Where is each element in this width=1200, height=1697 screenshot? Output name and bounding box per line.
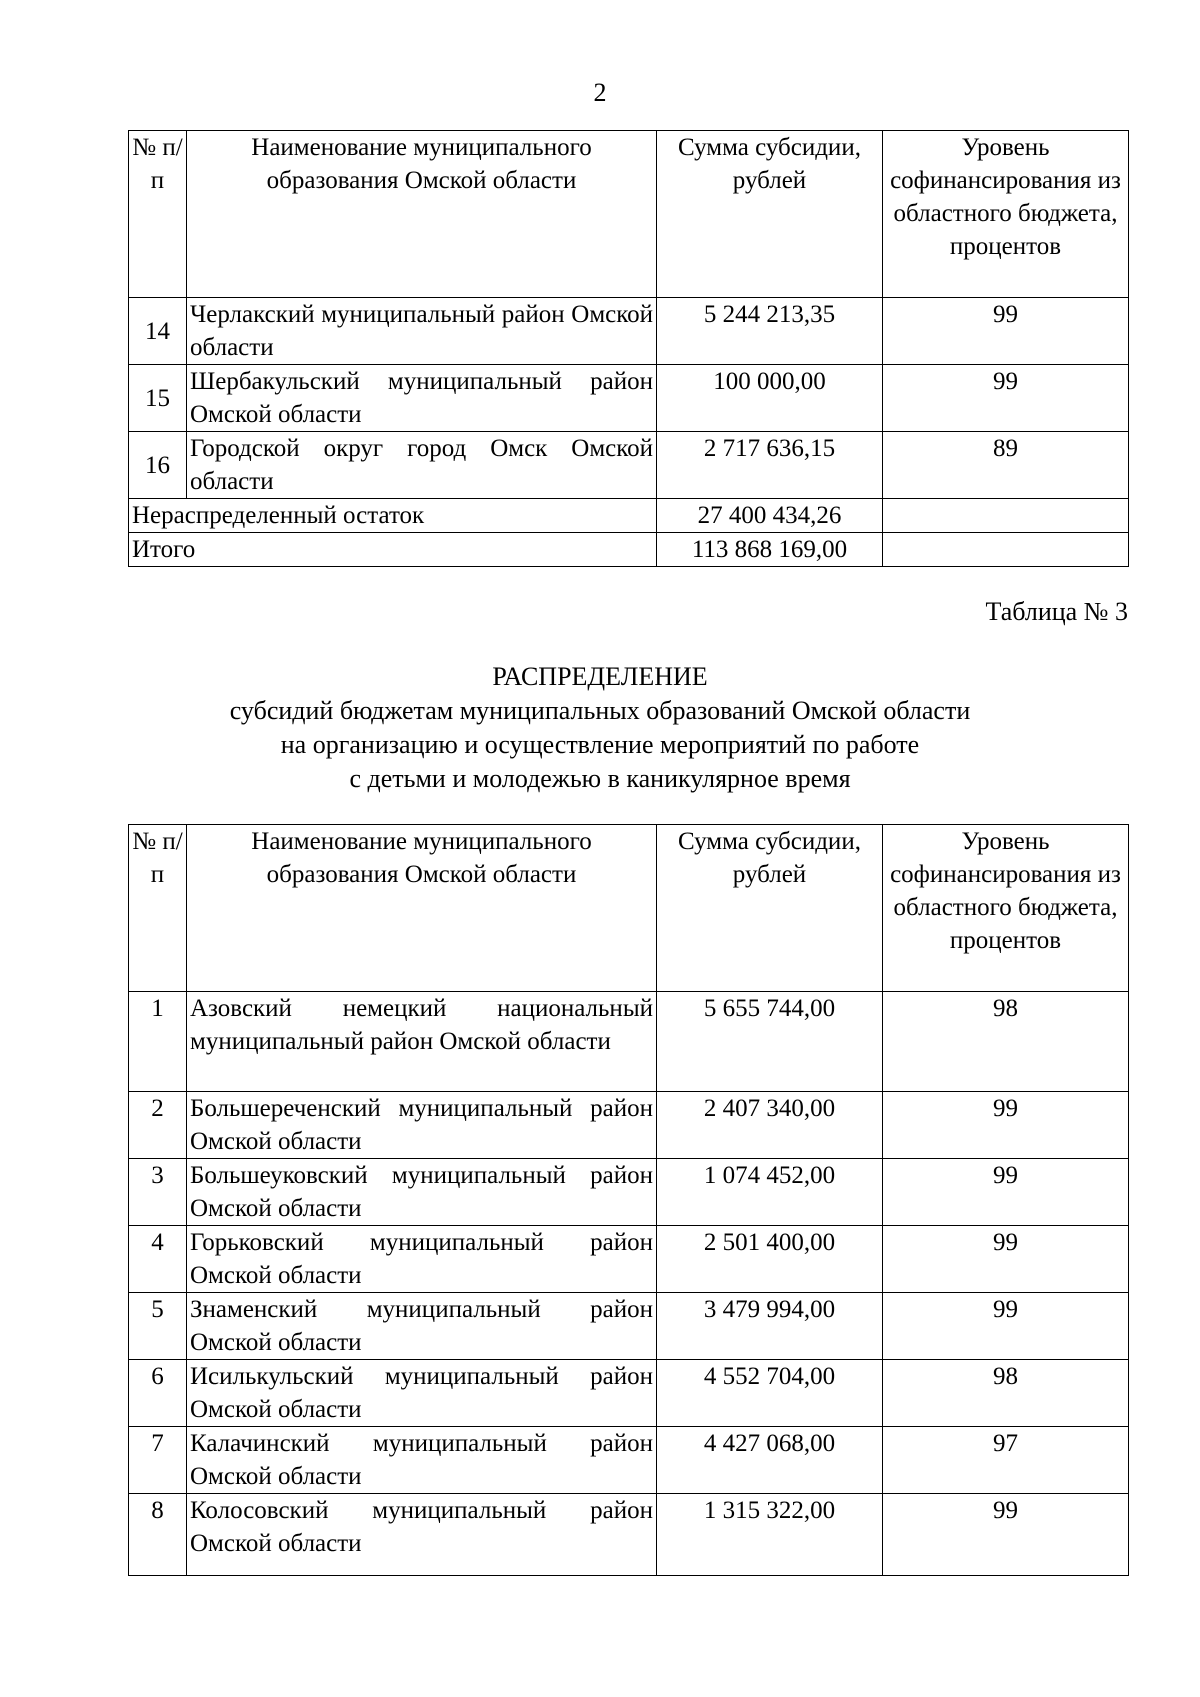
total-level bbox=[883, 533, 1129, 567]
table-row bbox=[129, 1494, 1129, 1576]
table-row bbox=[129, 1293, 1129, 1360]
row-level: 99 bbox=[883, 1226, 1129, 1293]
row-level: 98 bbox=[883, 992, 1129, 1092]
row-num: 8 bbox=[129, 1494, 187, 1576]
row-level: 99 bbox=[883, 1092, 1129, 1159]
table-row bbox=[129, 1092, 1129, 1159]
header-num: № п/п bbox=[129, 825, 187, 992]
row-num: 1 bbox=[129, 992, 187, 1092]
row-name: Калачинский муниципальный район Омской области bbox=[187, 1427, 657, 1494]
row-level: 99 bbox=[883, 1494, 1129, 1576]
row-name: Шербакульский муниципальный район Омской области bbox=[187, 365, 657, 432]
header-num: № п/п bbox=[129, 131, 187, 298]
row-name: Колосовский муниципальный район Омской области bbox=[187, 1494, 657, 1576]
row-level: 99 bbox=[883, 1293, 1129, 1360]
row-name: Горьковский муниципальный район Омской области bbox=[187, 1226, 657, 1293]
row-num: 15 bbox=[129, 365, 187, 432]
table-caption: Таблица № 3 bbox=[985, 597, 1128, 626]
row-sum: 2 407 340,00 bbox=[657, 1092, 883, 1159]
row-num: 14 bbox=[129, 298, 187, 365]
row-num: 6 bbox=[129, 1360, 187, 1427]
row-name: Большеуковский муниципальный район Омской области bbox=[187, 1159, 657, 1226]
row-sum: 4 427 068,00 bbox=[657, 1427, 883, 1494]
table-row bbox=[129, 298, 1129, 365]
table-row bbox=[129, 1226, 1129, 1293]
table-row bbox=[129, 432, 1129, 499]
row-sum: 4 552 704,00 bbox=[657, 1360, 883, 1427]
header-name: Наименование муниципального образования Омской области bbox=[187, 131, 657, 298]
row-name: Исилькульский муниципальный район Омской области bbox=[187, 1360, 657, 1427]
row-sum: 3 479 994,00 bbox=[657, 1293, 883, 1360]
row-name: Азовский немецкий национальный муниципальный район Омской области bbox=[187, 992, 657, 1092]
row-level: 97 bbox=[883, 1427, 1129, 1494]
row-sum: 5 655 744,00 bbox=[657, 992, 883, 1092]
distribution-heading: РАСПРЕДЕЛЕНИЕ bbox=[492, 662, 708, 691]
header-level: Уровень софинансирования из областного бюджета, процентов bbox=[883, 825, 1129, 992]
row-level: 89 bbox=[883, 432, 1129, 499]
table-header-row bbox=[129, 131, 1129, 298]
header-name: Наименование муниципального образования Омской области bbox=[187, 825, 657, 992]
table-row bbox=[129, 992, 1129, 1092]
total-label: Итого bbox=[129, 533, 657, 567]
row-level: 99 bbox=[883, 298, 1129, 365]
distribution-line: на организацию и осуществление мероприятий по работе bbox=[280, 730, 920, 759]
row-sum: 5 244 213,35 bbox=[657, 298, 883, 365]
remainder-sum: 27 400 434,26 bbox=[657, 499, 883, 533]
row-name: Черлакский муниципальный район Омской области bbox=[187, 298, 657, 365]
row-num: 4 bbox=[129, 1226, 187, 1293]
header-level: Уровень софинансирования из областного бюджета, процентов bbox=[883, 131, 1129, 298]
row-num: 5 bbox=[129, 1293, 187, 1360]
subsidy-table-continued bbox=[128, 130, 1129, 567]
row-sum: 1 315 322,00 bbox=[657, 1494, 883, 1576]
row-name: Большереченский муниципальный район Омской области bbox=[187, 1092, 657, 1159]
row-sum: 100 000,00 bbox=[657, 365, 883, 432]
table-row bbox=[129, 1159, 1129, 1226]
row-num: 16 bbox=[129, 432, 187, 499]
header-sum: Сумма субсидии, рублей bbox=[657, 825, 883, 992]
remainder-label: Нераспределенный остаток bbox=[129, 499, 657, 533]
row-sum: 1 074 452,00 bbox=[657, 1159, 883, 1226]
row-sum: 2 501 400,00 bbox=[657, 1226, 883, 1293]
distribution-line: с детьми и молодежью в каникулярное время bbox=[349, 764, 851, 793]
row-name: Городской округ город Омск Омской области bbox=[187, 432, 657, 499]
row-num: 2 bbox=[129, 1092, 187, 1159]
row-num: 7 bbox=[129, 1427, 187, 1494]
total-sum: 113 868 169,00 bbox=[657, 533, 883, 567]
row-name: Знаменский муниципальный район Омской области bbox=[187, 1293, 657, 1360]
table-row bbox=[129, 365, 1129, 432]
remainder-level bbox=[883, 499, 1129, 533]
distribution-title bbox=[0, 660, 1200, 796]
row-sum: 2 717 636,15 bbox=[657, 432, 883, 499]
page-number: 2 bbox=[593, 78, 607, 107]
row-level: 99 bbox=[883, 365, 1129, 432]
row-level: 98 bbox=[883, 1360, 1129, 1427]
row-num: 3 bbox=[129, 1159, 187, 1226]
remainder-row bbox=[129, 499, 1129, 533]
table-row bbox=[129, 1360, 1129, 1427]
table-header-row bbox=[129, 825, 1129, 992]
total-row bbox=[129, 533, 1129, 567]
row-level: 99 bbox=[883, 1159, 1129, 1226]
table-row bbox=[129, 1427, 1129, 1494]
distribution-line: субсидий бюджетам муниципальных образований Омской области bbox=[229, 696, 971, 725]
header-sum: Сумма субсидии, рублей bbox=[657, 131, 883, 298]
subsidy-table-3 bbox=[128, 824, 1129, 1576]
